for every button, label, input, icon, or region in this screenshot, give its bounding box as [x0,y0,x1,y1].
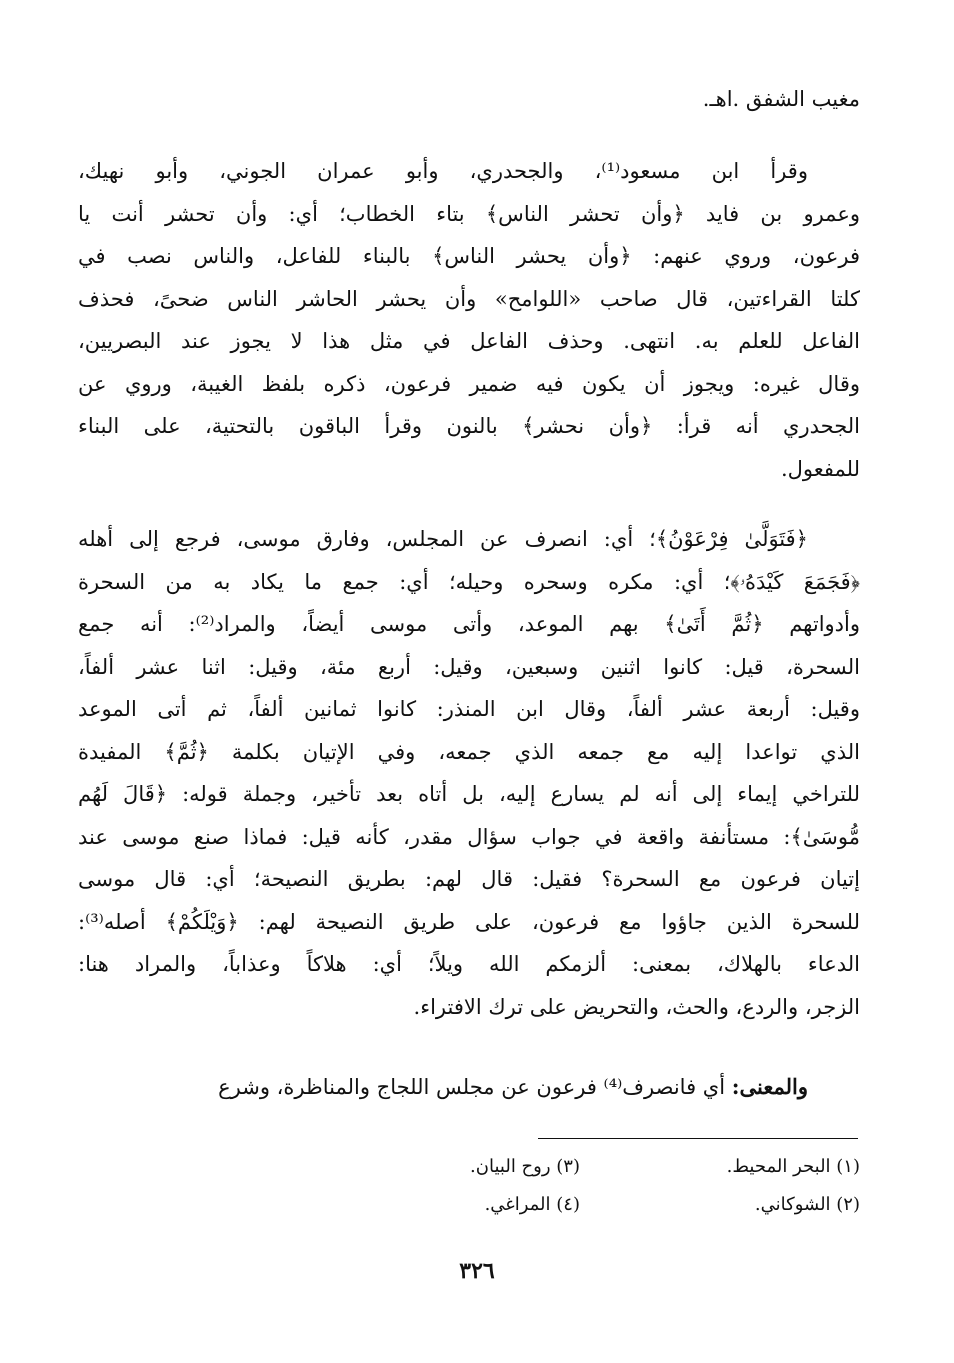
paragraph-1 [78,150,860,490]
text-line: إتيان فرعون مع السحرة؟ فقيل: قال لهم: بطريق النصيحة؛ أي: قال موسى [78,867,860,891]
text-line: ﴿فَجَمَعَ كَيْدَهُۥ﴾؛ أي: مكره وسحره وحيله؛ أي: جمع ما يكاد به من السحرة [78,569,860,594]
text-line: الجحدري أنه قرأ: ﴿وأن نحشر﴾ بالنون وقرأ الباقون بالتحتية، على البناء [78,414,860,438]
text-line: للمفعول. [780,456,860,481]
paragraph-2 [78,518,860,1028]
text-line: الزجر، والردع، والحث، والتحريض على ترك الافتراء. [413,994,860,1019]
footnotes [300,1152,860,1220]
text-line: وقرأ ابن مسعود⁽¹⁾، والجحدري، وأبو عمران الجوني، وأبو نهيك، [78,159,808,183]
top-line [78,78,860,121]
text-line: للسحرة الذين جاؤوا مع فرعون، على طريق النصيحة لهم: ﴿وَيْلَكُمْ﴾ أصله⁽³⁾: [78,909,860,934]
page-number: ٣٢٦ [459,1258,495,1284]
footnote-3: (٣) روح البيان. [470,1156,580,1177]
text-line: وأدواتهم ﴿ثُمَّ أَتَىٰ﴾ بهم الموعد، وأتى موسى أيضاً، والمراد⁽²⁾: أنه جمع [78,612,860,636]
footnote-1: (١) البحر المحيط. [726,1156,860,1177]
text-line: الفاعل للعلم به. انتهى. وحذف الفاعل في مثل هذا لا يجوز عند البصريين، [78,329,860,353]
paragraph-3 [78,1066,860,1109]
text-line: الدعاء بالهلاك، بمعنى: ألزمكم الله ويلاً؛ أي: هلاكاً وعذاباً، والمراد هنا: [78,952,860,976]
text-line: الذي تواعدا إليه مع جمعه الذي جمعه، وفي الإتيان بكلمة ﴿ثُمَّ﴾ المفيدة [78,739,860,764]
text-line: وقال غيره: ويجوز أن يكون فيه ضمير فرعون، ذكره بلفظ الغيبة، وروي عن [78,371,860,396]
text-line: فرعون، وروي عنهم: ﴿وأن يحشر الناس﴾ بالبناء للفاعل، والناس نصب في [78,244,860,268]
text-line: مغيب الشفق .اهـ. [702,87,860,111]
text-line: وعمرو بن فايد ﴿وأن تحشر الناس﴾ بتاء الخطاب؛ أي: وأن تحشر أنت يا [78,201,860,226]
text-line: للتراخي إيماء إلى أنه لم يسارع إليه، بل أتاه بعد تأخير، وجملة قوله: ﴿قَالَ لَهُم [78,782,860,806]
text-line: كلتا القراءتين، قال صاحب «اللوامح» وأن يحشر الحاشر الناس ضحىً، فحذف [78,286,860,311]
text-line: ﴿فَتَوَلَّىٰ فِرْعَوْنُ﴾؛ أي: انصرف عن المجلس، وفارق موسى، فرجع إلى أهله [78,527,808,551]
text-line [78,1066,860,1109]
meaning-text: أي فانصرف⁽⁴⁾ فرعون عن مجلس اللجاج والمناظرة، وشرع [218,1075,726,1099]
text-line: مُّوسَىٰ﴾: مستأنفة واقعة في جواب سؤال مقدر، كأنه قيل: فماذا صنع موسى عند [78,824,860,849]
footnote-4: (٤) المراغي. [484,1194,580,1215]
footnote-divider [538,1138,858,1139]
meaning-term: والمعنى: [731,1074,808,1099]
text-line: وقيل: أربعة عشر ألفاً، وقال ابن المنذر: كانوا ثمانين ألفاً، ثم أتى الموعد [78,697,860,721]
footnote-2: (٢) الشوكاني. [754,1194,860,1215]
text-line: السحرة، قيل: كانوا اثنين وسبعين، وقيل: أربع مئة، وقيل: اثنا عشر ألفاً، [78,654,860,679]
